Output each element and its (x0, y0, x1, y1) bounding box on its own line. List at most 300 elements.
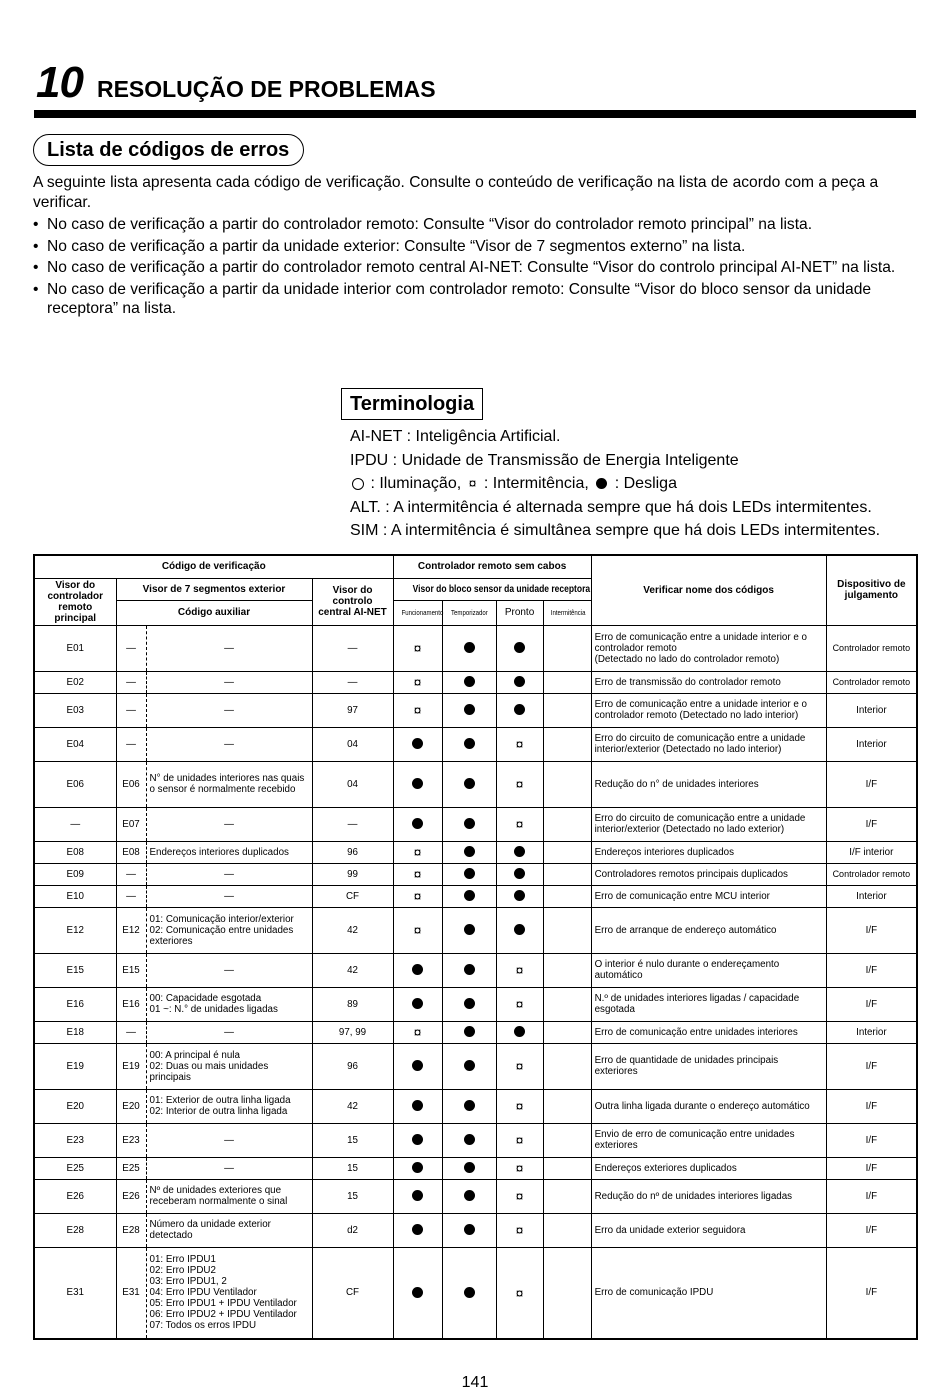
led-blink-icon: ¤ (413, 640, 422, 656)
term-legend (350, 472, 880, 496)
header-temporizador (442, 601, 496, 625)
cell-aux-code: 01: Comunicação interior/exterior 02: Comunicação entre unidades exteriores (146, 907, 312, 953)
cell-device: I/F (826, 1089, 917, 1123)
legend-blink-label: : Intermitência, (483, 475, 589, 492)
cell-device: I/F (826, 1123, 917, 1157)
led-off-icon (514, 924, 525, 935)
cell-aux-code: — (146, 1123, 312, 1157)
cell-7seg-code: E25 (116, 1157, 146, 1179)
chapter-title: RESOLUÇÃO DE PROBLEMAS (96, 76, 436, 102)
cell-7seg-code: — (116, 625, 146, 671)
led-off-icon (596, 478, 607, 489)
cell-aux-code: — (146, 885, 312, 907)
cell-remote-code: E04 (34, 727, 116, 761)
error-code-table (33, 554, 918, 1340)
cell-7seg-code: E16 (116, 987, 146, 1021)
led-off-icon (464, 924, 475, 935)
cell-led-funcionamento (393, 693, 442, 727)
cell-remote-code: E09 (34, 863, 116, 885)
cell-remote-code: E03 (34, 693, 116, 727)
cell-device: Controlador remoto (826, 671, 917, 693)
cell-check-name: Erro de comunicação entre unidades interiores (591, 1021, 826, 1043)
cell-check-name: Outra linha ligada durante o endereço automático (591, 1089, 826, 1123)
led-blink-icon: ¤ (515, 1098, 524, 1114)
led-off-icon (464, 1060, 475, 1071)
table-row (34, 987, 917, 1021)
led-off-icon (514, 868, 525, 879)
cell-check-name: Erro do circuito de comunicação entre a unidade interior/exterior (Detectado no lado exterior) (591, 807, 826, 841)
led-off-icon (412, 1224, 423, 1235)
header-verificar-nome: Verificar nome dos códigos (591, 555, 826, 625)
cell-remote-code: E25 (34, 1157, 116, 1179)
cell-led-intermitencia (543, 953, 591, 987)
cell-check-name: Endereços interiores duplicados (591, 841, 826, 863)
cell-led-temporizador (442, 885, 496, 907)
led-off-icon (464, 642, 475, 653)
cell-ainet-code: — (312, 807, 393, 841)
cell-remote-code: E28 (34, 1213, 116, 1247)
cell-led-temporizador (442, 1123, 496, 1157)
term-sim: SIM : A intermitência é simultânea sempre que há dois LEDs intermitentes. (350, 522, 881, 540)
cell-check-name: Endereços exteriores duplicados (591, 1157, 826, 1179)
led-off-icon (464, 1190, 475, 1201)
cell-aux-code: 01: Exterior de outra linha ligada 02: Interior de outra linha ligada (146, 1089, 312, 1123)
led-off-icon (412, 1287, 423, 1298)
cell-led-funcionamento (393, 987, 442, 1021)
cell-device: I/F (826, 987, 917, 1021)
cell-check-name: Erro da unidade exterior seguidora (591, 1213, 826, 1247)
led-off-icon (412, 998, 423, 1009)
header-dispositivo: Dispositivo de julgamento (826, 555, 917, 625)
terminology-title: Terminologia (341, 388, 483, 420)
cell-ainet-code: 15 (312, 1123, 393, 1157)
led-blink-icon: ¤ (413, 844, 422, 860)
table-row (34, 841, 917, 863)
cell-aux-code: — (146, 1157, 312, 1179)
led-blink-icon: ¤ (515, 776, 524, 792)
cell-led-funcionamento (393, 1179, 442, 1213)
cell-check-name: Redução do nº de unidades interiores ligadas (591, 1179, 826, 1213)
cell-led-intermitencia (543, 807, 591, 841)
led-off-icon (464, 964, 475, 975)
header-visor-controlador: Visor do controlador remoto principal (34, 578, 116, 625)
cell-led-funcionamento (393, 1247, 442, 1339)
cell-led-intermitencia (543, 863, 591, 885)
cell-led-pronto (496, 885, 543, 907)
table-row (34, 1157, 917, 1179)
cell-remote-code: — (34, 807, 116, 841)
cell-led-pronto (496, 807, 543, 841)
cell-led-funcionamento (393, 953, 442, 987)
cell-led-pronto (496, 863, 543, 885)
cell-led-temporizador (442, 1213, 496, 1247)
cell-ainet-code: CF (312, 1247, 393, 1339)
chapter-number: 10 (36, 58, 83, 107)
led-off-icon (514, 642, 525, 653)
cell-device: I/F (826, 807, 917, 841)
table-row (34, 1021, 917, 1043)
cell-check-name: Erro de transmissão do controlador remoto (591, 671, 826, 693)
cell-led-funcionamento (393, 1089, 442, 1123)
cell-led-intermitencia (543, 625, 591, 671)
cell-led-temporizador (442, 841, 496, 863)
cell-check-name: Controladores remotos principais duplicados (591, 863, 826, 885)
led-off-icon (464, 890, 475, 901)
led-off-icon (464, 1224, 475, 1235)
cell-led-funcionamento (393, 1123, 442, 1157)
led-off-icon (464, 778, 475, 789)
cell-led-pronto (496, 761, 543, 807)
led-blink-icon: ¤ (515, 816, 524, 832)
cell-led-temporizador (442, 727, 496, 761)
cell-7seg-code: E15 (116, 953, 146, 987)
led-off-icon (464, 1100, 475, 1111)
cell-led-funcionamento (393, 1157, 442, 1179)
cell-led-pronto (496, 693, 543, 727)
cell-led-temporizador (442, 953, 496, 987)
table-row (34, 761, 917, 807)
cell-remote-code: E15 (34, 953, 116, 987)
led-off-icon (464, 998, 475, 1009)
cell-led-pronto (496, 1043, 543, 1089)
cell-remote-code: E23 (34, 1123, 116, 1157)
cell-led-temporizador (442, 807, 496, 841)
cell-led-funcionamento (393, 885, 442, 907)
cell-device: I/F (826, 907, 917, 953)
led-blink-icon: ¤ (413, 866, 422, 882)
cell-device: Interior (826, 693, 917, 727)
cell-led-temporizador (442, 907, 496, 953)
cell-ainet-code: 97, 99 (312, 1021, 393, 1043)
cell-led-pronto (496, 1089, 543, 1123)
cell-aux-code: — (146, 693, 312, 727)
table-body (34, 625, 917, 1339)
led-blink-icon: ¤ (413, 674, 422, 690)
led-off-icon (464, 868, 475, 879)
cell-led-funcionamento (393, 727, 442, 761)
led-blink-icon: ¤ (413, 702, 422, 718)
cell-remote-code: E10 (34, 885, 116, 907)
chapter-heading (36, 58, 436, 108)
cell-remote-code: E06 (34, 761, 116, 807)
cell-check-name: Redução do n° de unidades interiores (591, 761, 826, 807)
cell-led-pronto (496, 1157, 543, 1179)
cell-led-temporizador (442, 1247, 496, 1339)
cell-device: I/F (826, 761, 917, 807)
table-row (34, 1123, 917, 1157)
cell-device: I/F (826, 1213, 917, 1247)
cell-aux-code: Endereços interiores duplicados (146, 841, 312, 863)
cell-7seg-code: — (116, 863, 146, 885)
table-row (34, 1213, 917, 1247)
term-ipdu: IPDU : Unidade de Transmissão de Energia Inteligente (350, 451, 739, 469)
cell-check-name: Erro de quantidade de unidades principais exteriores (591, 1043, 826, 1089)
led-off-icon (514, 676, 525, 687)
cell-device: Interior (826, 727, 917, 761)
cell-remote-code: E08 (34, 841, 116, 863)
header-intermitencia (543, 601, 591, 625)
cell-device: I/F (826, 1043, 917, 1089)
cell-ainet-code: d2 (312, 1213, 393, 1247)
cell-aux-code: Número da unidade exterior detectado (146, 1213, 312, 1247)
cell-led-temporizador (442, 987, 496, 1021)
cell-check-name: Erro de comunicação entre a unidade interior e o controlador remoto (Detectado no lado do controlador remoto) (591, 625, 826, 671)
cell-led-pronto (496, 1213, 543, 1247)
cell-ainet-code: 15 (312, 1179, 393, 1213)
cell-7seg-code: — (116, 727, 146, 761)
cell-led-intermitencia (543, 671, 591, 693)
cell-aux-code: — (146, 807, 312, 841)
led-off-icon (412, 818, 423, 829)
cell-led-funcionamento (393, 863, 442, 885)
cell-led-temporizador (442, 625, 496, 671)
table-row (34, 1089, 917, 1123)
header-visor-7seg: Visor de 7 segmentos exterior (116, 578, 312, 601)
cell-aux-code: — (146, 953, 312, 987)
cell-led-funcionamento (393, 841, 442, 863)
led-blink-icon: ¤ (515, 996, 524, 1012)
cell-led-temporizador (442, 693, 496, 727)
cell-led-funcionamento (393, 1021, 442, 1043)
section-title: Lista de códigos de erros (33, 134, 304, 166)
cell-led-funcionamento (393, 907, 442, 953)
cell-led-intermitencia (543, 727, 591, 761)
cell-aux-code: — (146, 1021, 312, 1043)
header-codigo-verificacao: Código de verificação (34, 555, 393, 578)
cell-led-pronto (496, 1123, 543, 1157)
cell-ainet-code: 42 (312, 1089, 393, 1123)
led-blink-icon: ¤ (515, 736, 524, 752)
header-visor-bloco-label: Visor do bloco sensor da unidade receptora (412, 583, 590, 595)
table-row (34, 671, 917, 693)
cell-led-pronto (496, 1179, 543, 1213)
led-blink-icon: ¤ (413, 888, 422, 904)
cell-led-funcionamento (393, 807, 442, 841)
led-off-icon (464, 676, 475, 687)
led-off-icon (464, 818, 475, 829)
cell-aux-code: 00: A principal é nula 02: Duas ou mais unidades principais (146, 1043, 312, 1089)
cell-led-pronto (496, 953, 543, 987)
led-off-icon (514, 704, 525, 715)
led-blink-icon: ¤ (515, 962, 524, 978)
cell-led-intermitencia (543, 1157, 591, 1179)
led-off-icon (464, 738, 475, 749)
cell-7seg-code: E26 (116, 1179, 146, 1213)
header-pronto: Pronto (496, 601, 543, 625)
led-off-icon (514, 890, 525, 901)
cell-remote-code: E26 (34, 1179, 116, 1213)
cell-aux-code: — (146, 727, 312, 761)
led-blink-icon: ¤ (515, 1058, 524, 1074)
intro-bullet: • No caso de verificação a partir da unidade exterior: Consulte “Visor de 7 segmentos externo” na lista. (33, 237, 918, 257)
led-off-icon (464, 1287, 475, 1298)
cell-check-name: Erro do circuito de comunicação entre a unidade interior/exterior (Detectado no lado interior) (591, 727, 826, 761)
cell-check-name: Erro de comunicação IPDU (591, 1247, 826, 1339)
cell-led-temporizador (442, 761, 496, 807)
cell-remote-code: E20 (34, 1089, 116, 1123)
cell-led-intermitencia (543, 987, 591, 1021)
cell-check-name: N.º de unidades interiores ligadas / capacidade esgotada (591, 987, 826, 1021)
cell-device: I/F (826, 1157, 917, 1179)
cell-ainet-code: CF (312, 885, 393, 907)
cell-led-intermitencia (543, 1021, 591, 1043)
led-blink-icon: ¤ (413, 1024, 422, 1040)
cell-7seg-code: E06 (116, 761, 146, 807)
cell-led-funcionamento (393, 671, 442, 693)
cell-led-temporizador (442, 1089, 496, 1123)
led-blink-icon: ¤ (515, 1222, 524, 1238)
led-off-icon (412, 1190, 423, 1201)
cell-7seg-code: E28 (116, 1213, 146, 1247)
cell-led-pronto (496, 907, 543, 953)
table-row (34, 863, 917, 885)
cell-ainet-code: 42 (312, 907, 393, 953)
cell-remote-code: E31 (34, 1247, 116, 1339)
table-row (34, 727, 917, 761)
cell-check-name: Erro de comunicação entre a unidade interior e o controlador remoto (Detectado no lado interior) (591, 693, 826, 727)
header-visor-bloco (393, 578, 591, 601)
led-off-icon (514, 1026, 525, 1037)
header-funcionamento (393, 601, 442, 625)
led-off-icon (412, 778, 423, 789)
led-off-icon (464, 1134, 475, 1145)
table-row (34, 625, 917, 671)
cell-ainet-code: — (312, 625, 393, 671)
cell-led-intermitencia (543, 1213, 591, 1247)
cell-ainet-code: 42 (312, 953, 393, 987)
cell-led-intermitencia (543, 1089, 591, 1123)
led-blink-icon: ¤ (468, 475, 477, 492)
cell-led-pronto (496, 671, 543, 693)
cell-7seg-code: E19 (116, 1043, 146, 1089)
cell-7seg-code: E07 (116, 807, 146, 841)
cell-led-intermitencia (543, 1179, 591, 1213)
led-off-icon (464, 846, 475, 857)
cell-device: Controlador remoto (826, 863, 917, 885)
cell-aux-code: — (146, 671, 312, 693)
led-off-icon (412, 738, 423, 749)
table-row (34, 885, 917, 907)
intro-lead: A seguinte lista apresenta cada código de verificação. Consulte o conteúdo de verificação na lista de acordo com a peça a verificar. (33, 174, 879, 211)
cell-led-temporizador (442, 1021, 496, 1043)
cell-aux-code: — (146, 625, 312, 671)
cell-device: Controlador remoto (826, 625, 917, 671)
header-funcionamento-label: Funcionamento (401, 608, 443, 618)
cell-led-pronto (496, 841, 543, 863)
cell-led-funcionamento (393, 761, 442, 807)
cell-led-intermitencia (543, 841, 591, 863)
cell-7seg-code: E12 (116, 907, 146, 953)
intro-bullets (33, 215, 918, 319)
header-controlador-sem-cabos: Controlador remoto sem cabos (393, 555, 591, 578)
cell-device: I/F (826, 953, 917, 987)
cell-led-funcionamento (393, 1213, 442, 1247)
cell-remote-code: E16 (34, 987, 116, 1021)
cell-check-name: Envio de erro de comunicação entre unidades exteriores (591, 1123, 826, 1157)
cell-led-temporizador (442, 1179, 496, 1213)
led-on-icon (352, 478, 364, 490)
cell-7seg-code: — (116, 671, 146, 693)
led-off-icon (464, 704, 475, 715)
led-off-icon (464, 1026, 475, 1037)
cell-led-funcionamento (393, 625, 442, 671)
cell-device: I/F (826, 1179, 917, 1213)
cell-remote-code: E02 (34, 671, 116, 693)
cell-aux-code: 00: Capacidade esgotada 01 ~: N.° de unidades ligadas (146, 987, 312, 1021)
intro-bullet: • No caso de verificação a partir do controlador remoto: Consulte “Visor do controlador remoto principal” na lista. (33, 215, 918, 235)
cell-ainet-code: — (312, 671, 393, 693)
table-row (34, 1043, 917, 1089)
header-temporizador-label: Temporizador (450, 608, 488, 618)
cell-aux-code: N° de unidades interiores nas quais o sensor é normalmente recebido (146, 761, 312, 807)
cell-led-pronto (496, 987, 543, 1021)
cell-led-intermitencia (543, 1123, 591, 1157)
cell-check-name: O interior é nulo durante o endereçamento automático (591, 953, 826, 987)
cell-led-intermitencia (543, 1043, 591, 1089)
led-off-icon (514, 846, 525, 857)
cell-check-name: Erro de arranque de endereço automático (591, 907, 826, 953)
cell-led-pronto (496, 1021, 543, 1043)
cell-ainet-code: 97 (312, 693, 393, 727)
heading-rule (34, 110, 916, 118)
header-codigo-auxiliar: Código auxiliar (116, 601, 312, 625)
intro-text (33, 173, 918, 321)
cell-ainet-code: 89 (312, 987, 393, 1021)
cell-led-temporizador (442, 1043, 496, 1089)
led-off-icon (412, 1134, 423, 1145)
cell-remote-code: E01 (34, 625, 116, 671)
table-row (34, 807, 917, 841)
table-row (34, 693, 917, 727)
cell-device: I/F (826, 1247, 917, 1339)
legend-on-label: : Iluminação, (370, 475, 462, 492)
cell-led-temporizador (442, 1157, 496, 1179)
cell-ainet-code: 96 (312, 1043, 393, 1089)
cell-ainet-code: 99 (312, 863, 393, 885)
intro-bullet: • No caso de verificação a partir do controlador remoto central AI-NET: Consulte “Visor do controlo principal AI-NET” na lista. (33, 258, 918, 278)
cell-aux-code: 01: Erro IPDU1 02: Erro IPDU2 03: Erro IPDU1, 2 04: Erro IPDU Ventilador 05: Erro IPDU1 + IPDU Ventilador 06: Erro IPDU2 + IPDU Ventilador 07: Todos os erros IPDU (146, 1247, 312, 1339)
table-row (34, 907, 917, 953)
cell-7seg-code: E20 (116, 1089, 146, 1123)
cell-remote-code: E18 (34, 1021, 116, 1043)
table-row (34, 953, 917, 987)
cell-remote-code: E19 (34, 1043, 116, 1089)
legend-off-label: : Desliga (614, 475, 677, 492)
cell-led-funcionamento (393, 1043, 442, 1089)
led-off-icon (412, 1162, 423, 1173)
cell-7seg-code: — (116, 693, 146, 727)
intro-bullet: • No caso de verificação a partir da unidade interior com controlador remoto: Consulte “Visor do bloco sensor da unidade receptora” na lista. (33, 280, 918, 319)
cell-check-name: Erro de comunicação entre MCU interior (591, 885, 826, 907)
cell-7seg-code: E23 (116, 1123, 146, 1157)
led-off-icon (464, 1162, 475, 1173)
cell-led-pronto (496, 1247, 543, 1339)
led-blink-icon: ¤ (515, 1284, 524, 1301)
terminology-list (350, 425, 880, 543)
header-visor-ainet: Visor do controlo central AI-NET (312, 578, 393, 625)
cell-7seg-code: E31 (116, 1247, 146, 1339)
cell-led-intermitencia (543, 885, 591, 907)
cell-led-pronto (496, 625, 543, 671)
cell-device: Interior (826, 1021, 917, 1043)
led-off-icon (412, 1060, 423, 1071)
header-intermitencia-label: Intermitência (550, 608, 586, 618)
cell-7seg-code: E08 (116, 841, 146, 863)
cell-led-temporizador (442, 671, 496, 693)
cell-led-pronto (496, 727, 543, 761)
cell-7seg-code: — (116, 1021, 146, 1043)
table-row (34, 1247, 917, 1339)
